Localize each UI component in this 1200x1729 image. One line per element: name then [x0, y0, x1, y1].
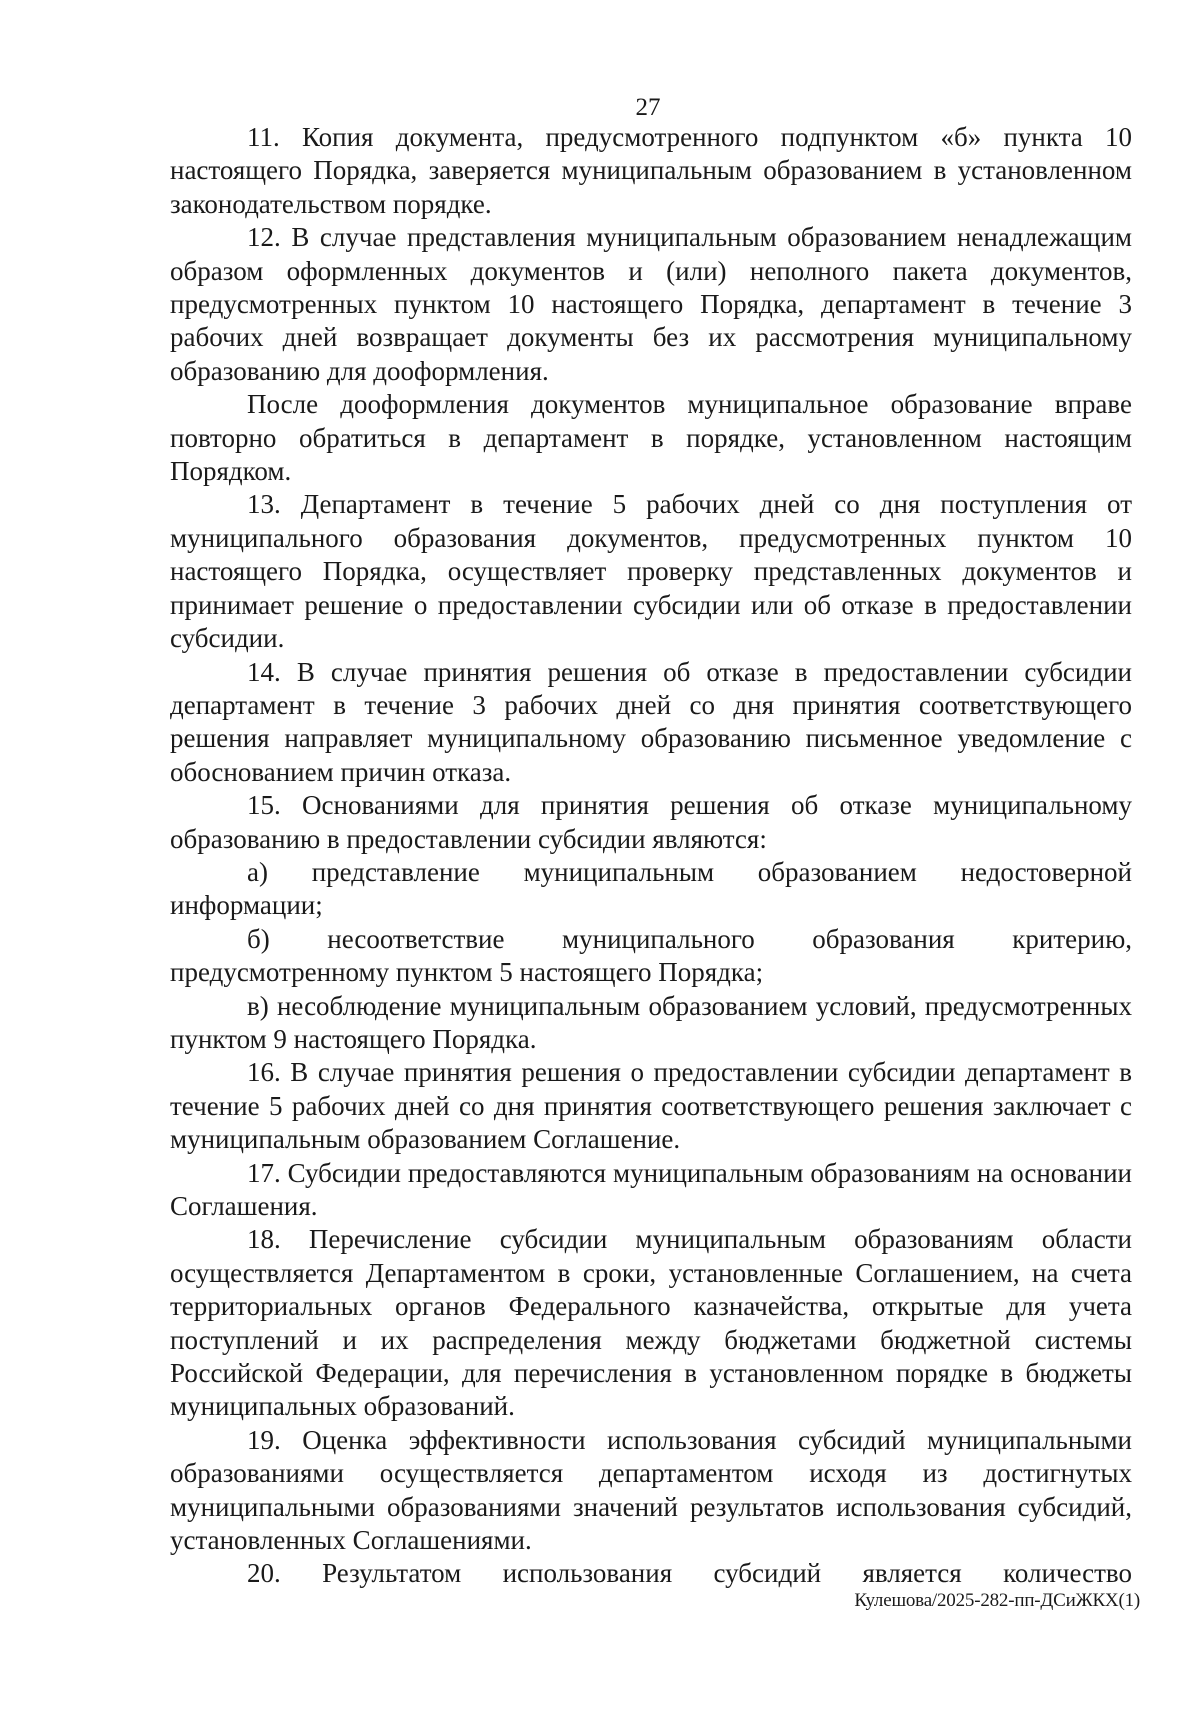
paragraph-17: 17. Субсидии предоставляются муниципальным образованиям на основании Соглашения.	[170, 1157, 1132, 1221]
paragraph-12-continuation: После дооформления документов муниципальное образование вправе повторно обратиться в департамент в порядке, установленном настоящим Порядком.	[170, 389, 1132, 487]
paragraph-12: 12. В случае представления муниципальным образованием ненадлежащим образом оформленных документов и (или) неполного пакета документов, предусмотренных пунктом 10 настоящего Порядка, департамент в течение 3 рабочих дней возвращает документы без их рассмотрения муниципальному образованию для дооформления.	[170, 222, 1132, 386]
paragraph-18: 18. Перечисление субсидии муниципальным образованиям области осуществляется Департаментом в сроки, установленные Соглашением, на счета территориальных органов Федерального казначейства, открытые для учета поступлений и их распределения между бюджетами бюджетной системы Российской Федерации, для перечисления в установленном порядке в бюджеты муниципальных образований.	[170, 1224, 1132, 1422]
paragraph-20: 20. Результатом использования субсидий является количество	[247, 1558, 1132, 1589]
paragraph-16: 16. В случае принятия решения о предоставлении субсидии департамент в течение 5 рабочих дней со дня принятия соответствующего решения заключает с муниципальным образованием Соглашение.	[170, 1057, 1132, 1155]
paragraph-11: 11. Копия документа, предусмотренного подпунктом «б» пункта 10 настоящего Порядка, заверяется муниципальным образованием в установленном законодательством порядке.	[170, 122, 1132, 219]
paragraph-13: 13. Департамент в течение 5 рабочих дней со дня поступления от муниципального образования документов, предусмотренных пунктом 10 настоящего Порядка, осуществляет проверку представленных документов и принимает решение о предоставлении субсидии или об отказе в предоставлении субсидии.	[170, 489, 1132, 654]
paragraph-15-item-b: б) несоответствие муниципального образования критерию, предусмотренному пунктом 5 настоящего Порядка;	[170, 923, 1132, 988]
page-number: 27	[635, 94, 661, 121]
paragraph-15-item-c: в) несоблюдение муниципальным образованием условий, предусмотренных пунктом 9 настоящего Порядка.	[170, 990, 1132, 1054]
paragraph-19: 19. Оценка эффективности использования субсидий муниципальными образованиями осуществляется департаментом исходя из достигнутых муниципальными образованиями значений результатов использования субсидий, установленных Соглашениями.	[170, 1424, 1132, 1556]
document-body	[170, 121, 1132, 1591]
document-footer-code: Кулешова/2025-282-пп-ДСиЖКХ(1)	[854, 1590, 1140, 1611]
paragraph-15: 15. Основаниями для принятия решения об отказе муниципальному образованию в предоставлении субсидии являются:	[170, 790, 1132, 854]
paragraph-15-item-a: а) представление муниципальным образованием недостоверной информации;	[170, 856, 1132, 921]
paragraph-14: 14. В случае принятия решения об отказе в предоставлении субсидии департамент в течение 3 рабочих дней со дня принятия соответствующего решения направляет муниципальному образованию письменное уведомление с обоснованием причин отказа.	[170, 656, 1132, 787]
